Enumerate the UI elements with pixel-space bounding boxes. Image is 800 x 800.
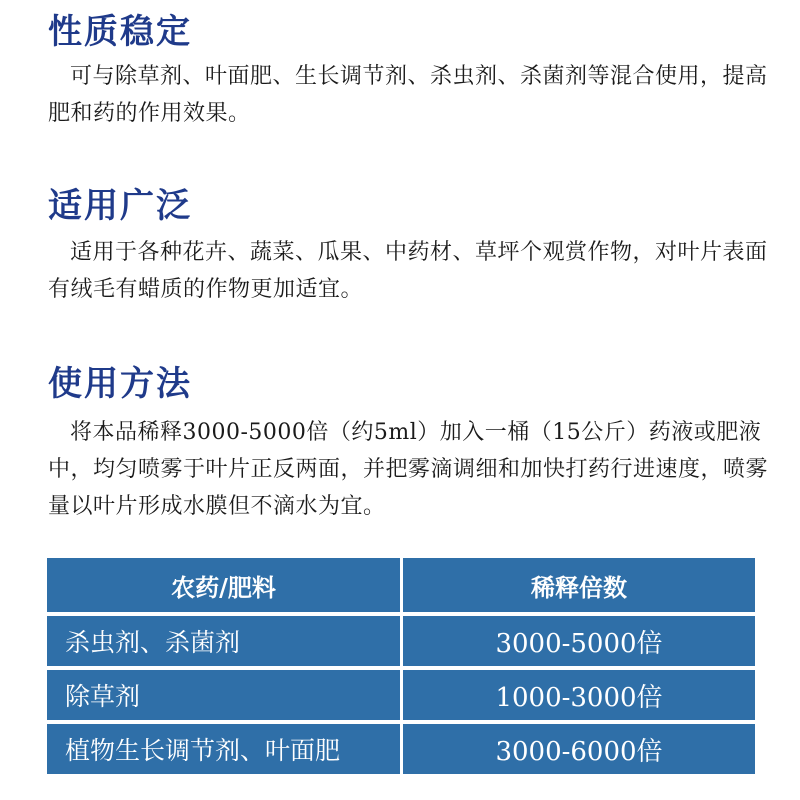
section-text-applicability: 适用于各种花卉、蔬菜、瓜果、中药材、草坪个观赏作物，对叶片表面有绒毛有蜡质的作物更加适宜。 — [48, 240, 768, 302]
section-text-stability: 可与除草剂、叶面肥、生长调节剂、杀虫剂、杀菌剂等混合使用，提高肥和药的作用效果。 — [48, 64, 768, 126]
section-heading-applicability: 适用广泛 — [48, 186, 192, 226]
table-row — [47, 616, 755, 666]
table-header-product: 农药/肥料 — [47, 558, 403, 612]
dilution-table — [47, 554, 755, 778]
table-row — [47, 724, 755, 774]
table-cell-product: 杀虫剂、杀菌剂 — [47, 616, 403, 666]
table-header-dilution: 稀释倍数 — [403, 558, 755, 612]
table-cell-product: 除草剂 — [47, 670, 403, 720]
section-heading-usage: 使用方法 — [48, 364, 192, 404]
table-cell-dilution: 3000-6000倍 — [403, 724, 755, 774]
section-heading-stability: 性质稳定 — [48, 12, 192, 52]
table-row — [47, 670, 755, 720]
table-cell-dilution: 1000-3000倍 — [403, 670, 755, 720]
section-text-usage: 将本品稀释3000-5000倍（约5ml）加入一桶（15公斤）药液或肥液中，均匀喷雾于叶片正反两面，并把雾滴调细和加快打药行进速度，喷雾量以叶片形成水膜但不滴水为宜。 — [48, 420, 769, 519]
table-header-row — [47, 558, 755, 612]
table-cell-dilution: 3000-5000倍 — [403, 616, 755, 666]
table-cell-product: 植物生长调节剂、叶面肥 — [47, 724, 403, 774]
